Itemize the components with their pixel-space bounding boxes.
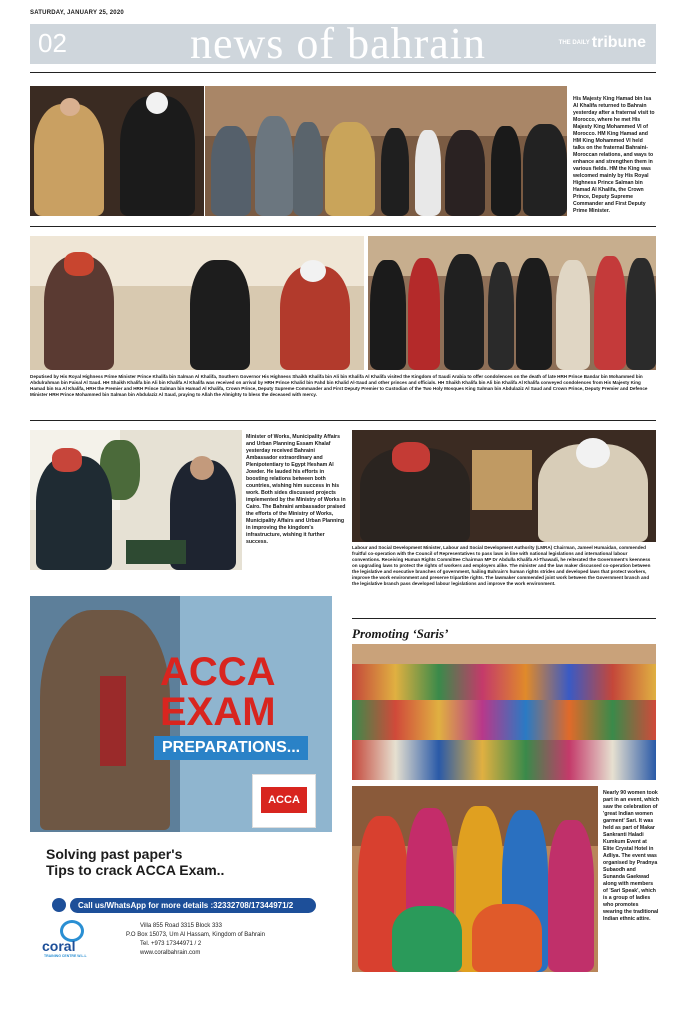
section-banner	[30, 24, 656, 64]
divider	[352, 618, 656, 619]
saris-story-title: Promoting ‘Saris’	[352, 626, 449, 641]
divider	[30, 420, 656, 421]
photo-king-reception	[205, 86, 567, 216]
labour-story-caption: Labour and Social Development Minister, Labour and Social Development Authority (LMRA) Chairman, Jameel Humaidan, commended fruitful co-operation with the Council of Representatives to pass laws in line with national legislations and international labour conventions. Receiving Human Rights Committee Chairman MP Dr Abdulla Khalifa Al-Thawadi, he reiterated the Government's keenness on upgrading laws to protect the rights of workers and employers alike. The minister and the law maker discussed co-operation between the legislative and executive branches of government, hailing Bahrain's human rights strides and developed laws that protect workers, improve the work environment and preserve tripartite rights. The lawmaker commended joint work between the Government branch and the legislative branch pass developed labour legislations and improve the work environment.	[352, 545, 651, 586]
photo-labour-minister	[352, 430, 656, 542]
dateline: SATURDAY, JANUARY 25, 2020	[30, 10, 124, 16]
coral-logo	[42, 920, 102, 964]
photo-king-greeting	[30, 86, 204, 216]
photo-saris-group	[352, 644, 656, 780]
king-story-caption: His Majesty King Hamad bin Isa Al Khalifa returned to Bahrain yesterday after a fraternal visit to Morocco, where he met His Majesty King Mohammed VI of Morocco. HM King Hamad and HM King Mohammed VI held talks on the fraternal Bahraini-Moroccan relations, and ways to enhance and strengthen them in various fields. HM the King was welcomed mainly by His Royal Highness Prince Salman bin Hamad Al Khalifa, the Crown Prince, Deputy Supreme Commander and First Deputy Prime Minister.	[573, 96, 655, 214]
photo-saris-women	[352, 786, 598, 972]
acca-badge-label: ACCA	[261, 787, 307, 813]
newspaper-logo	[559, 34, 646, 52]
ad-title-line1: ACCA	[160, 650, 276, 694]
section-title: news of bahrain	[190, 24, 487, 64]
ad-preparations: PREPARATIONS...	[154, 736, 308, 760]
coral-logo-sub: TRAINING CENTRE W.L.L	[44, 954, 87, 958]
logo-big-text: tribune	[591, 34, 646, 51]
ad-address-line4: www.coralbahrain.com	[140, 950, 201, 956]
ad-call-line: Call us/WhatsApp for more details :32332708/17344971/2	[70, 898, 316, 913]
divider	[30, 226, 656, 227]
logo-small-text: THE DAILY	[558, 40, 590, 46]
ad-address-line1: Villa 855 Road 3315 Block 333	[140, 923, 222, 929]
ad-title-line2: EXAM	[160, 690, 276, 734]
acca-badge	[252, 774, 316, 828]
condolence-story-caption: Deputised by His Royal Highness Prime Minister Prince Khalifa bin Salman Al Khalifa, Southern Governor His Highness Shaikh Khalifa bin Ali bin Khalifa Al Khalifa visited the Kingdom of Saudi Arabia to offer condolences on the death of late HRH Prince Bandar bin Mohammed bin Abdulrahman bin Faisal Al Saud. HH Shaikh Khalifa bin Ali bin Khalifa Al Khalifa was received on arrival by HRH Prince Khalid bin Fahd bin Khalid Al-Saud and other princes and officials. HH Shaikh Khalifa bin Ali bin Khalifa Al Khalifa conveyed condolences from His Majesty King Hamad bin Isa Al Khalifa, HRH the Premier and HRH Prince Salman bin Hamad Al Khalifa, Crown Prince, Deputy Supreme Commander and First Deputy Premier to Custodian of the Two Holy Mosques King Salman bin Abdulaziz Al Saud and Crown Prince, Deputy Premier and Defence Minister HRH Prince Mohammed bin Salman bin Abdulaziz Al Saud, praying to Allah the Almighty to bless the deceased with mercy.	[30, 374, 648, 397]
ad-address-line2: P.O Box 15073, Um Al Hassam, Kingdom of Bahrain	[126, 932, 265, 938]
saris-story-caption: Nearly 90 women took part in an event, which saw the celebration of 'great Indian women garment' Sari. It was held as part of Makar Sankranti Haladi Kumkum Event at Elite Crystal Hotel in Adliya. The event was organised by Pradnya Subaodh and Sunanda Gaekwad along with members of 'Sari Speak', which is a group of ladies who promotes wearing the traditional Indian ethnic attire.	[603, 790, 659, 922]
photo-minister-ambassador	[30, 430, 242, 570]
photo-condolence-gathering	[368, 236, 656, 370]
ad-tips-line2: Tips to crack ACCA Exam..	[46, 862, 225, 878]
divider	[30, 72, 656, 73]
phone-icon	[52, 898, 66, 912]
page-number: 02	[38, 28, 67, 58]
ad-tips-line1: Solving past paper's	[46, 846, 183, 862]
ad-address-line3: Tel. +973 17344971 / 2	[140, 941, 202, 947]
egypt-story-caption: Minister of Works, Municipality Affairs and Urban Planning Essam Khalaf yesterday received Bahraini Ambassador extraordinary and Plenipotentiary to Egypt Hesham Al Jowder. He lauded his efforts in boosting relations between both countries, wishing him success in his work. Both sides discussed projects implemented by the Ministry of Works in Cairo. The Bahraini ambassador praised the efforts of the Ministry of Works, Municipality Affairs and Urban Planning in improving the kingdom's infrastructure, wishing it further success.	[246, 434, 346, 545]
photo-condolence-majlis	[30, 236, 364, 370]
acca-advertisement	[30, 596, 332, 968]
coral-logo-name: coral	[42, 938, 76, 954]
